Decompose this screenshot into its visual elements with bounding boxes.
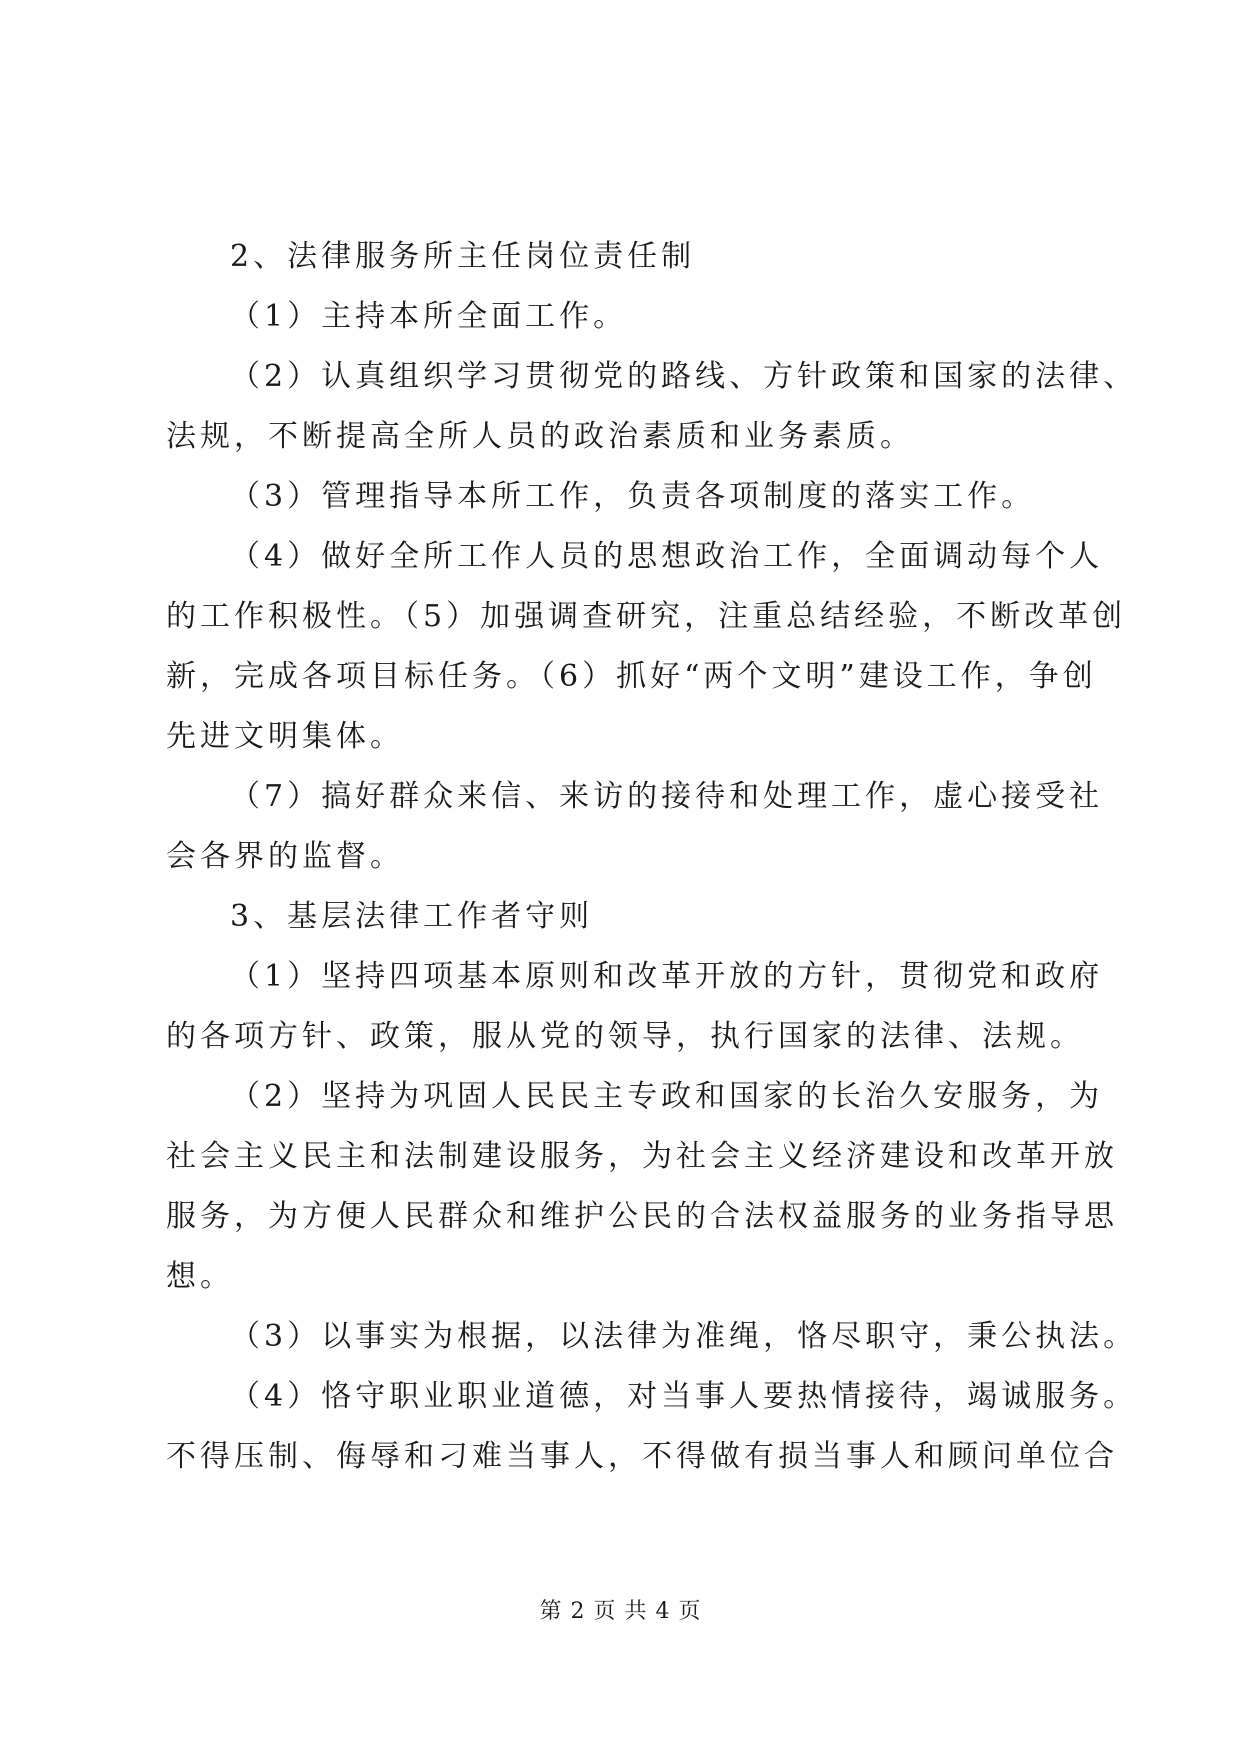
page-number-footer: 第 2 页 共 4 页 xyxy=(539,1599,702,1624)
text-line: （3）以事实为根据，以法律为准绳，恪尽职守，秉公执法。 xyxy=(230,1319,1138,1354)
text-line: 法规，不断提高全所人员的政治素质和业务素质。 xyxy=(166,419,914,454)
text-line: 不得压制、侮辱和刁难当事人，不得做有损当事人和顾问单位合 xyxy=(166,1439,1118,1474)
text-line: （7）搞好群众来信、来访的接待和处理工作，虚心接受社 xyxy=(230,779,1104,814)
text-line: 社会主义民主和法制建设服务，为社会主义经济建设和改革开放 xyxy=(166,1139,1118,1174)
text-line: 想。 xyxy=(166,1259,234,1294)
text-line: 2、法律服务所主任岗位责任制 xyxy=(230,239,696,274)
text-line: 的工作积极性。（5）加强调查研究，注重总结经验，不断改革创 xyxy=(166,599,1127,634)
text-line: 的各项方针、政策，服从党的领导，执行国家的法律、法规。 xyxy=(166,1019,1084,1054)
text-line: （4）做好全所工作人员的思想政治工作，全面调动每个人 xyxy=(230,539,1104,574)
text-line: 服务，为方便人民群众和维护公民的合法权益服务的业务指导思 xyxy=(166,1199,1118,1234)
text-line: 新，完成各项目标任务。（6）抓好“两个文明”建设工作，争创 xyxy=(166,659,1097,694)
text-line: 先进文明集体。 xyxy=(166,719,404,754)
text-line: （3）管理指导本所工作，负责各项制度的落实工作。 xyxy=(230,479,1036,514)
text-line: （4）恪守职业职业道德，对当事人要热情接待，竭诚服务。 xyxy=(230,1379,1138,1414)
text-line: 会各界的监督。 xyxy=(166,839,404,874)
text-line: （2）坚持为巩固人民民主专政和国家的长治久安服务，为 xyxy=(230,1079,1104,1114)
document-body xyxy=(166,227,1138,1487)
text-line: （1）主持本所全面工作。 xyxy=(230,299,628,334)
text-line: （1）坚持四项基本原则和改革开放的方针，贯彻党和政府 xyxy=(230,959,1104,994)
text-line: （2）认真组织学习贯彻党的路线、方针政策和国家的法律、 xyxy=(230,359,1138,394)
text-line: 3、基层法律工作者守则 xyxy=(230,899,594,934)
